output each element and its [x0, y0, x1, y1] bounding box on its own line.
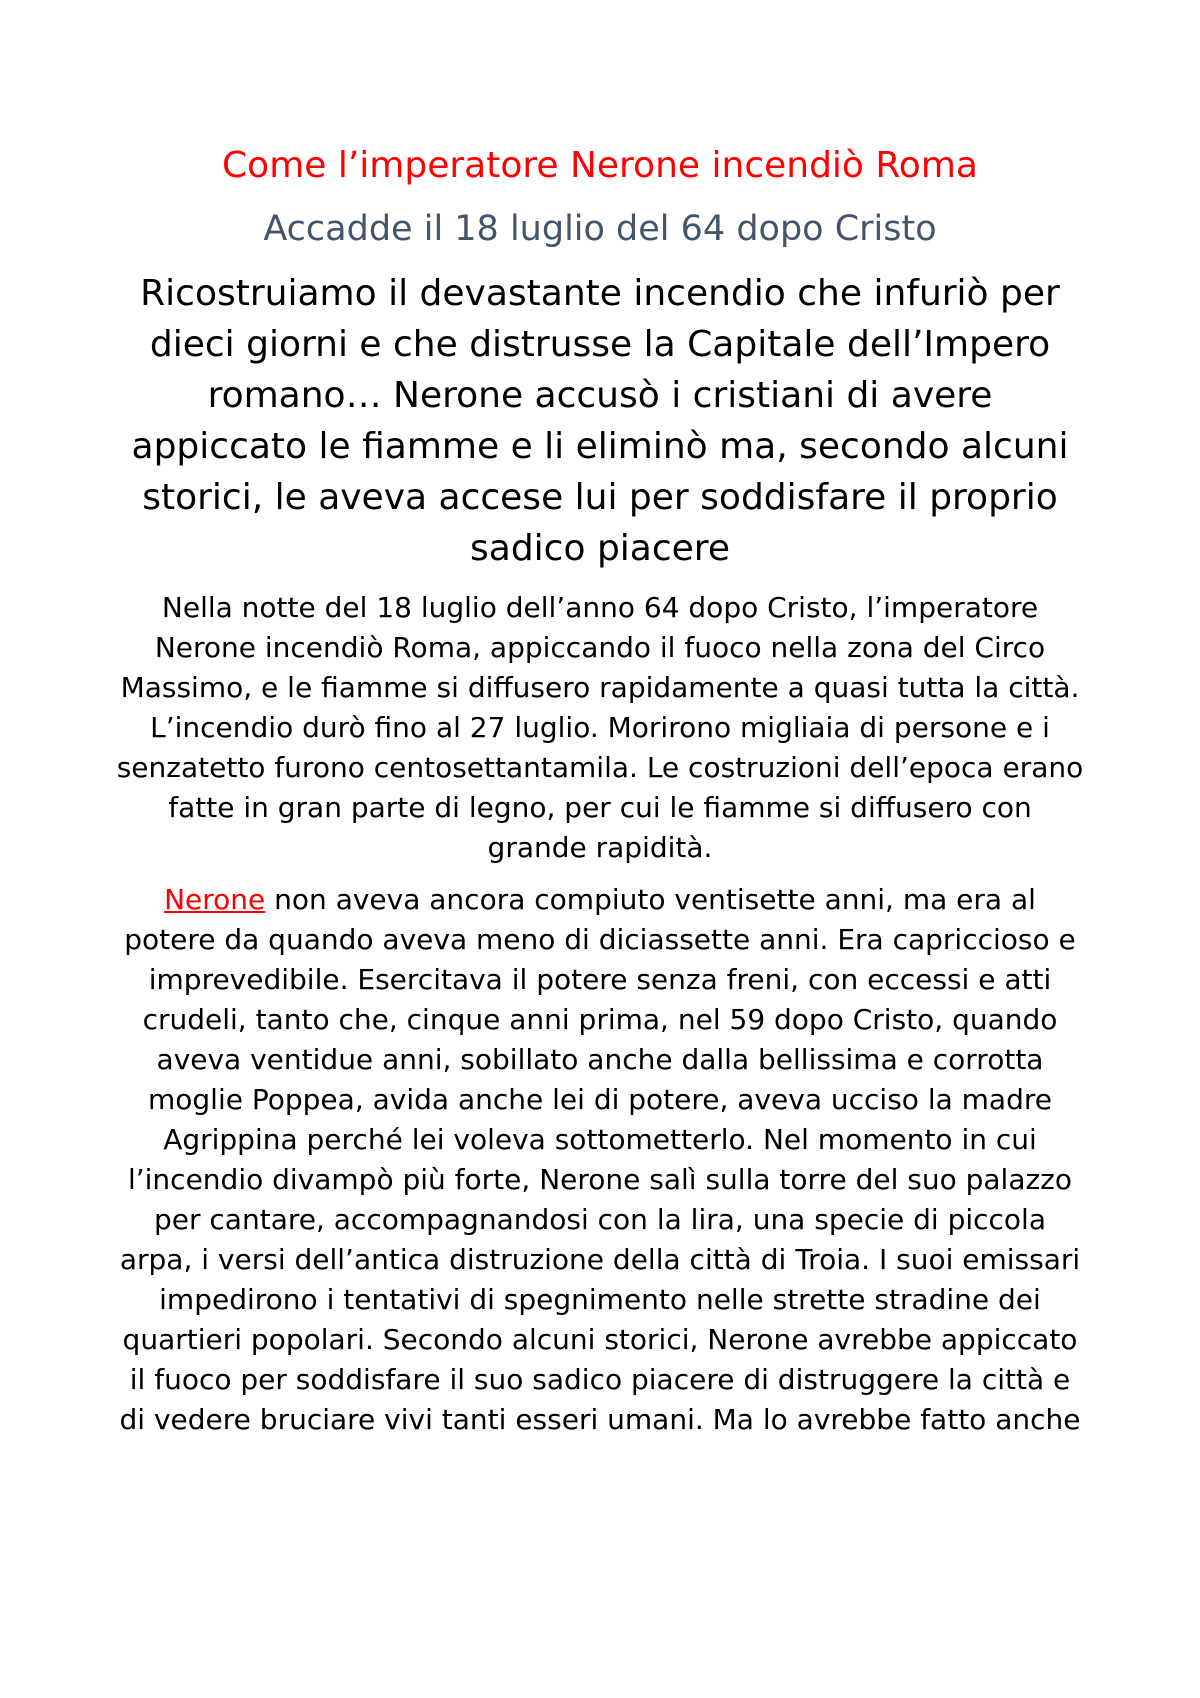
paragraph-1: Nella notte del 18 luglio dell’anno 64 dopo Cristo, l’imperatore Nerone incendiò Roma, appiccando il fuoco nella zona del Circo Massimo, e le fiamme si diffusero rapidamente a quasi tutta la città. L’incendio durò fino al 27 luglio. Morirono migliaia di persone e i senzatetto furono centosettantamila. Le costruzioni dell’epoca erano fatte in gran parte di legno, per cui le fiamme si diffusero con grande rapidità.: [116, 591, 1084, 864]
article-title: Come l’imperatore Nerone incendiò Roma: [222, 145, 978, 186]
article-body: [115, 140, 1085, 1440]
article-lead: Ricostruiamo il devastante incendio che infuriò per dieci giorni e che distrusse la Capitale dell’Impero romano… Nerone accusò i cristiani di avere appiccato le fiamme e li eliminò ma, secondo alcuni storici, le aveva accese lui per soddisfare il proprio sadico piacere: [131, 273, 1069, 569]
article-subtitle: Accadde il 18 luglio del 64 dopo Cristo: [263, 209, 937, 249]
paragraph-2: [115, 880, 1085, 1440]
paragraph-2-text: non aveva ancora compiuto ventisette anni, ma era al potere da quando aveva meno di diciassette anni. Era capriccioso e imprevedibile. Esercitava il potere senza freni, con eccessi e atti crudeli, tanto che, cinque anni prima, nel 59 dopo Cristo, quando aveva ventidue anni, sobillato anche dalla bellissima e corrotta moglie Poppea, avida anche lei di potere, aveva ucciso la madre Agrippina perché lei voleva sottometterlo. Nel momento in cui l’incendio divampò più forte, Nerone salì sulla torre del suo palazzo per cantare, accompagnandosi con la lira, una specie di piccola arpa, i versi dell’antica distruzione della città di Troia. I suoi emissari impedirono i tentativi di spegnimento nelle strette stradine dei quartieri popolari. Secondo alcuni storici, Nerone avrebbe appiccato il fuoco per soddisfare il suo sadico piacere di distruggere la città e di vedere bruciare vivi tanti esseri umani. Ma lo avrebbe fatto anche: [119, 883, 1081, 1436]
nerone-link[interactable]: Nerone: [164, 883, 266, 916]
